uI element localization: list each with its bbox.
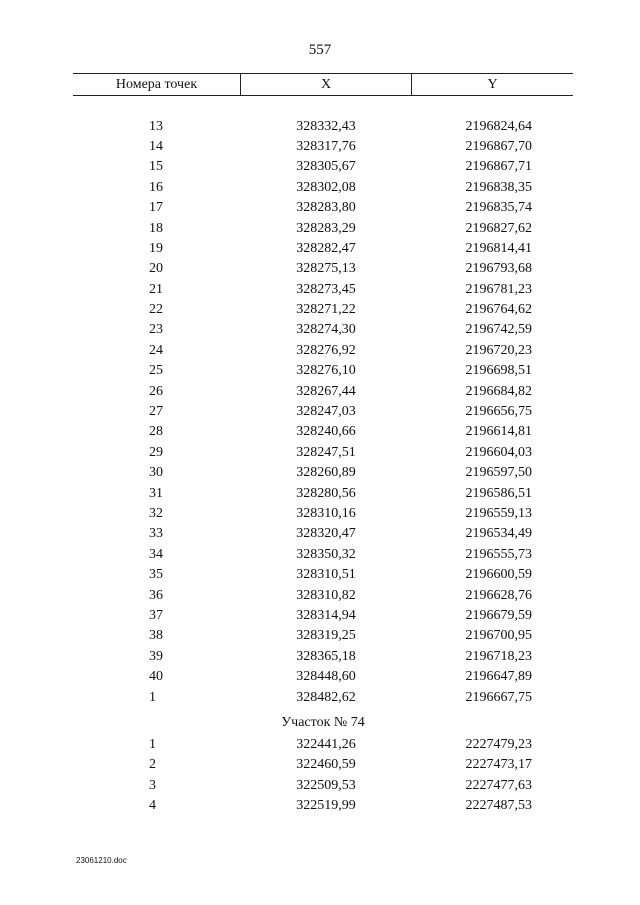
point-number-cell: 25 (149, 363, 163, 379)
table-row (73, 361, 573, 381)
point-number-cell: 32 (149, 506, 163, 521)
x-coordinate-cell: 328283,80 (296, 200, 356, 216)
x-coordinate-cell: 328302,08 (296, 179, 356, 195)
section-title: Участок № 74 (281, 714, 365, 730)
y-coordinate-cell: 2196867,70 (465, 138, 532, 154)
table-row (73, 178, 573, 198)
table-header-row (73, 74, 573, 96)
y-coordinate-cell: 2196559,13 (465, 506, 532, 521)
table-row (73, 735, 573, 755)
section-row (73, 708, 573, 735)
x-coordinate-cell: 328332,43 (296, 118, 356, 134)
table-row (73, 626, 573, 646)
table-row (73, 565, 573, 585)
table-row (73, 198, 573, 218)
point-number-cell: 17 (149, 200, 163, 216)
y-coordinate-cell: 2196614,81 (465, 424, 532, 440)
table-row (73, 585, 573, 605)
point-number-cell: 20 (149, 261, 163, 277)
table-row (73, 545, 573, 565)
x-coordinate-cell: 328275,13 (296, 261, 356, 277)
table-row (73, 667, 573, 687)
table-row (73, 280, 573, 300)
x-coordinate-cell: 328283,29 (296, 220, 356, 236)
header-spacer (73, 96, 573, 117)
y-coordinate-cell: 2227479,23 (465, 736, 532, 752)
table-row (73, 776, 573, 796)
table-row (73, 647, 573, 667)
table-row (73, 320, 573, 340)
coordinates-table (73, 73, 573, 816)
y-coordinate-cell: 2227473,17 (465, 757, 532, 773)
x-coordinate-cell: 328310,51 (296, 567, 356, 583)
y-coordinate-cell: 2196718,23 (465, 648, 532, 664)
table-row (73, 463, 573, 483)
table-row (73, 341, 573, 361)
x-coordinate-cell: 328276,92 (296, 342, 356, 358)
point-number-cell: 29 (149, 444, 163, 460)
footer-filename: 23061210.doc (76, 856, 127, 865)
header-y: Y (412, 74, 574, 96)
header-point-number: Номера точек (73, 74, 241, 96)
x-coordinate-cell: 328273,45 (296, 281, 356, 297)
table-row (73, 755, 573, 775)
table-row (73, 239, 573, 259)
point-number-cell: 28 (149, 424, 163, 440)
y-coordinate-cell: 2196827,62 (465, 220, 532, 236)
x-coordinate-cell: 328317,76 (296, 138, 356, 154)
x-coordinate-cell: 328267,44 (296, 383, 356, 399)
table-row (73, 259, 573, 279)
x-coordinate-cell: 328320,47 (296, 526, 356, 542)
point-number-cell: 4 (149, 798, 156, 814)
table-row (73, 137, 573, 157)
y-coordinate-cell: 2196764,62 (465, 302, 532, 318)
point-number-cell: 19 (149, 240, 163, 256)
y-coordinate-cell: 2196698,51 (465, 363, 532, 379)
point-number-cell: 15 (149, 159, 163, 175)
point-number-cell: 22 (149, 302, 163, 318)
point-number-cell: 39 (149, 648, 163, 664)
point-number-cell: 24 (149, 342, 163, 358)
point-number-cell: 14 (149, 138, 163, 154)
y-coordinate-cell: 2196867,71 (465, 159, 532, 175)
point-number-cell: 21 (149, 281, 163, 297)
table-row (73, 483, 573, 503)
y-coordinate-cell: 2196781,23 (465, 281, 532, 297)
point-number-cell: 36 (149, 587, 163, 603)
table-row (73, 218, 573, 238)
point-number-cell: 18 (149, 220, 163, 236)
x-coordinate-cell: 328260,89 (296, 465, 356, 481)
x-coordinate-cell: 328247,51 (296, 444, 356, 460)
y-coordinate-cell: 2196597,50 (465, 465, 532, 481)
header-x: X (241, 74, 412, 96)
y-coordinate-cell: 2196742,59 (465, 322, 532, 338)
point-number-cell: 2 (149, 757, 156, 773)
table-row (73, 381, 573, 401)
x-coordinate-cell: 328319,25 (296, 628, 356, 644)
table-body (73, 96, 573, 817)
y-coordinate-cell: 2196586,51 (465, 485, 532, 501)
table-row (73, 157, 573, 177)
table-row (73, 687, 573, 707)
y-coordinate-cell: 2196838,35 (465, 179, 532, 195)
point-number-cell: 16 (149, 179, 163, 195)
y-coordinate-cell: 2196656,75 (465, 404, 532, 420)
page-number: 557 (308, 42, 332, 58)
table-row (73, 116, 573, 136)
y-coordinate-cell: 2196600,59 (465, 567, 532, 583)
x-coordinate-cell: 322460,59 (296, 757, 356, 773)
y-coordinate-cell: 2196720,23 (465, 342, 532, 358)
table-row (73, 402, 573, 422)
x-coordinate-cell: 328350,32 (296, 546, 356, 562)
point-number-cell: 31 (149, 485, 163, 501)
y-coordinate-cell: 2196814,41 (465, 240, 532, 256)
x-coordinate-cell: 328305,67 (296, 159, 356, 175)
y-coordinate-cell: 2196793,68 (465, 261, 532, 277)
point-number-cell: 27 (149, 404, 163, 420)
x-coordinate-cell: 328271,22 (296, 302, 356, 318)
point-number-cell: 38 (149, 628, 163, 644)
x-coordinate-cell: 328314,94 (296, 607, 356, 623)
y-coordinate-cell: 2196824,64 (465, 118, 532, 134)
x-coordinate-cell: 328282,47 (296, 240, 356, 256)
x-coordinate-cell: 328276,10 (296, 363, 356, 379)
x-coordinate-cell: 322441,26 (296, 736, 356, 752)
table-row (73, 796, 573, 816)
x-coordinate-cell: 328365,18 (296, 648, 356, 664)
x-coordinate-cell: 328310,16 (296, 506, 356, 521)
point-number-cell: 37 (149, 607, 163, 623)
x-coordinate-cell: 328310,82 (296, 587, 356, 603)
y-coordinate-cell: 2196534,49 (465, 526, 532, 542)
point-number-cell: 23 (149, 322, 163, 338)
y-coordinate-cell: 2196679,59 (465, 607, 532, 623)
y-coordinate-cell: 2196835,74 (465, 200, 532, 216)
y-coordinate-cell: 2196604,03 (465, 444, 532, 460)
y-coordinate-cell: 2196667,75 (465, 689, 532, 705)
table-row (73, 422, 573, 442)
x-coordinate-cell: 328274,30 (296, 322, 356, 338)
y-coordinate-cell: 2196684,82 (465, 383, 532, 399)
point-number-cell: 1 (149, 736, 156, 752)
x-coordinate-cell: 328280,56 (296, 485, 356, 501)
y-coordinate-cell: 2196647,89 (465, 669, 532, 685)
x-coordinate-cell: 322509,53 (296, 777, 356, 793)
table-row (73, 300, 573, 320)
x-coordinate-cell: 322519,99 (296, 798, 356, 814)
x-coordinate-cell: 328247,03 (296, 404, 356, 420)
y-coordinate-cell: 2196700,95 (465, 628, 532, 644)
point-number-cell: 13 (149, 118, 163, 134)
x-coordinate-cell: 328448,60 (296, 669, 356, 685)
table-row (73, 443, 573, 463)
point-number-cell: 35 (149, 567, 163, 583)
table-row (73, 524, 573, 544)
point-number-cell: 30 (149, 465, 163, 481)
y-coordinate-cell: 2227487,53 (465, 798, 532, 814)
point-number-cell: 40 (149, 669, 163, 685)
point-number-cell: 1 (149, 689, 156, 705)
point-number-cell: 33 (149, 526, 163, 542)
x-coordinate-cell: 328240,66 (296, 424, 356, 440)
y-coordinate-cell: 2196555,73 (465, 546, 532, 562)
table-row (73, 606, 573, 626)
x-coordinate-cell: 328482,62 (296, 689, 356, 705)
y-coordinate-cell: 2227477,63 (465, 777, 532, 793)
point-number-cell: 34 (149, 546, 163, 562)
table-row (73, 504, 573, 524)
y-coordinate-cell: 2196628,76 (465, 587, 532, 603)
point-number-cell: 3 (149, 777, 156, 793)
point-number-cell: 26 (149, 383, 163, 399)
